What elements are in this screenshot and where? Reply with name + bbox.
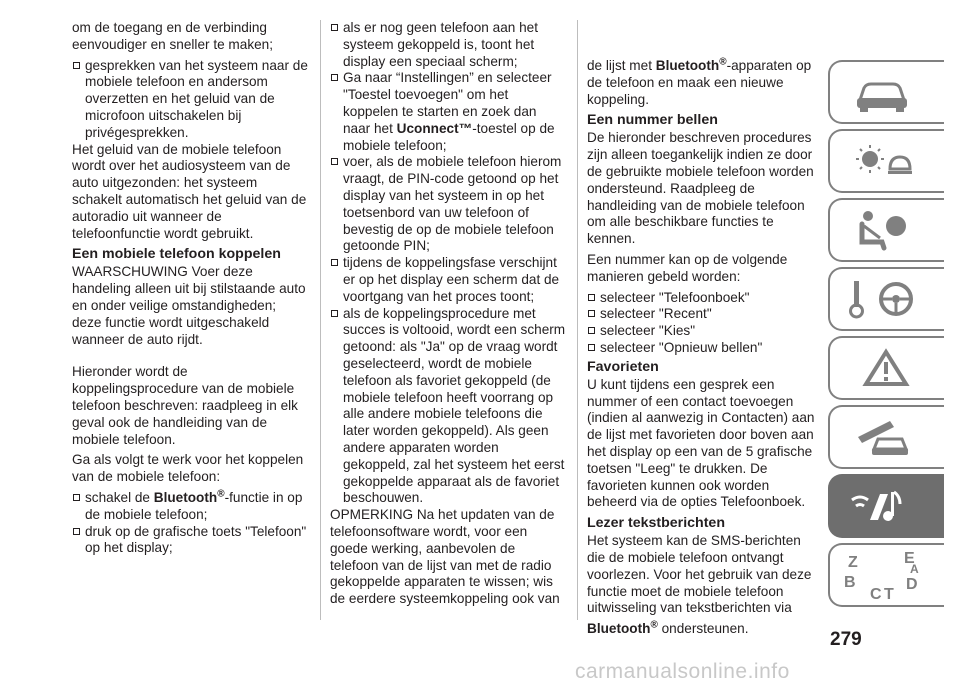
bullet-box-icon xyxy=(331,74,338,81)
text-column-2 xyxy=(330,20,567,612)
bullet-box-icon xyxy=(588,344,595,351)
bullet-text: selecteer "Telefoonboek" xyxy=(600,289,750,305)
bullet-box-icon xyxy=(588,327,595,334)
bullet-item xyxy=(330,20,567,70)
car-icon xyxy=(830,62,946,122)
section-heading: Favorieten xyxy=(587,358,659,375)
bullet-box-icon xyxy=(331,24,338,31)
section-heading: Een nummer bellen xyxy=(587,112,718,129)
bullet-item xyxy=(72,490,309,524)
footer-watermark: carmanualsonline.info xyxy=(575,660,790,683)
bullet-box-icon xyxy=(331,310,338,317)
index-letter: Z xyxy=(848,554,858,571)
paragraph: om de toegang en de verbinding eenvoudiger en sneller te maken; xyxy=(72,20,274,52)
bullet-item xyxy=(72,58,309,142)
section-heading: Een mobiele telefoon koppelen xyxy=(72,246,281,263)
paragraph: Ga als volgt te werk voor het koppelen van de mobiele telefoon: xyxy=(72,452,304,485)
tab-airbag-seat[interactable] xyxy=(828,198,944,262)
tab-key-steering[interactable] xyxy=(828,267,944,331)
warning-paragraph: WAARSCHUWING Voer deze handeling alleen uit bij stilstaande auto en onder veilige omstandigheden; deze functie wordt uitgeschakeld wanneer de auto rijdt. xyxy=(72,264,306,347)
column-divider xyxy=(320,20,321,620)
paragraph: de lijst met Bluetooth®-apparaten op de telefoon en maak een nieuwe koppeling. xyxy=(587,56,812,107)
paragraph: Het geluid van de mobiele telefoon wordt over het audiosysteem van de auto uitgezonden: het systeem schakelt automatisch het geluid van de autoradio uit wanneer de telefoonfunctie wordt gebruikt. xyxy=(72,141,307,241)
bullet-text: voer, als de mobiele telefoon hierom vraagt, de PIN-code getoond op het display van het systeem in op het toetsenbord van uw telefoon of bevestig de op de mobiele telefoon getoonde PIN; xyxy=(343,154,562,254)
index-letter: B xyxy=(844,574,856,591)
note-paragraph: OPMERKING Na het updaten van de telefoonsoftware wordt, voor een goede werking, aanbevolen de telefoon van de lijst van met de radio gekoppelde apparaten te wissen; wis de eerdere systeemkoppeling ook van xyxy=(330,507,560,607)
column-divider xyxy=(577,20,578,620)
bullet-text: tijdens de koppelingsfase verschijnt er op het display een scherm dat de voortgang van het proces toont; xyxy=(343,255,560,304)
bullet-box-icon xyxy=(73,62,80,69)
bullet-item xyxy=(587,323,819,340)
bullet-item xyxy=(587,290,819,307)
paragraph: Bluetooth® ondersteunen. xyxy=(587,619,749,637)
index-letter: A xyxy=(910,562,919,576)
index-letter: E xyxy=(904,550,915,567)
text-column-1 xyxy=(72,20,309,557)
paragraph: U kunt tijdens een gesprek een nummer of een contact toevoegen (indien al aanwezig in Contacten) aan de lijst met favorieten door boven aan het display op een van de 5 grafische toetsen "Leeg" te drukken. De favorieten kunnen ook worden beheerd via de opties Telefoonboek. xyxy=(587,376,815,510)
bullet-box-icon xyxy=(331,158,338,165)
index-letter: T xyxy=(884,586,894,603)
tab-maintenance[interactable] xyxy=(828,405,944,469)
paragraph: Een nummer kan op de volgende manieren gebeld worden: xyxy=(587,251,788,284)
bullet-text: Ga naar “Instellingen” en selecteer "Toestel toevoegen" om het koppelen te starten en zoek dan naar het Uconnect™-toestel op de mobiele telefoon; xyxy=(343,70,555,153)
bullet-text: als er nog geen telefoon aan het systeem gekoppeld is, toont het display een speciaal scherm; xyxy=(343,20,538,69)
tab-car[interactable] xyxy=(828,60,944,124)
bullet-item xyxy=(330,154,567,255)
bullet-text: selecteer "Recent" xyxy=(600,306,712,322)
bullet-item xyxy=(330,255,567,305)
bullet-text: selecteer "Kies" xyxy=(600,323,696,339)
warning-lights-icon xyxy=(830,131,946,191)
multimedia-icon xyxy=(830,476,946,536)
page-number: 279 xyxy=(830,629,862,650)
tab-warning-lights[interactable] xyxy=(828,129,944,193)
bullet-item xyxy=(587,340,819,357)
bullet-box-icon xyxy=(331,259,338,266)
text-column-3 xyxy=(587,58,819,642)
bullet-text: druk op de grafische toets "Telefoon" op het display; xyxy=(85,523,307,556)
bullet-text: gesprekken van het systeem naar de mobiele telefoon en andersom overzetten en het geluid van de microfoon uitschakelen bij privégesprekken. xyxy=(85,57,308,140)
key-steering-icon xyxy=(830,269,946,329)
bullet-box-icon xyxy=(73,528,80,535)
index-letter: D xyxy=(906,576,918,593)
paragraph: De hieronder beschreven procedures zijn alleen toegankelijk indien ze door de gebruikte mobiele telefoon worden ondersteund. Raadpleeg de handleiding van de mobiele telefoon om alle beschikbare functies te kennen. xyxy=(587,130,814,247)
tab-multimedia[interactable] xyxy=(828,474,944,538)
index-letters-icon xyxy=(830,545,946,605)
bullet-box-icon xyxy=(73,494,80,501)
bullet-item xyxy=(330,306,567,508)
paragraph: Hieronder wordt de koppelingsprocedure van de mobiele telefoon beschreven: raadpleeg in elk geval ook de handleiding van de mobiele telefoon. xyxy=(72,364,298,447)
wrench-car-icon xyxy=(830,407,946,467)
tab-hazard[interactable] xyxy=(828,336,944,400)
section-heading: Lezer tekstberichten xyxy=(587,515,725,532)
bullet-text: schakel de Bluetooth®-functie in op de mobiele telefoon; xyxy=(85,488,303,522)
paragraph: Het systeem kan de SMS-berichten die de mobiele telefoon ontvangt voorlezen. Voor het gebruik van deze functie moet de mobiele telefoon uitwisseling van tekstberichten via xyxy=(587,533,812,616)
bullet-text: als de koppelingsprocedure met succes is voltooid, wordt een scherm getoond: als "Ja" op de vraag wordt geselecteerd, wordt de mobiele telefoon als favoriet gekoppeld (de mobiele telefoon heeft voorrang op alle andere mobiele telefoons die later worden gekoppeld). Als geen andere apparaten worden gekoppeld, zal het systeem het eerst gekoppelde apparaat als de favoriet beschouwen. xyxy=(343,305,566,506)
airbag-seat-icon xyxy=(830,200,946,260)
bullet-item xyxy=(587,306,819,323)
bullet-box-icon xyxy=(588,294,595,301)
tab-index[interactable] xyxy=(828,543,944,607)
bullet-item xyxy=(330,70,567,154)
chapter-index-sidebar xyxy=(828,60,944,612)
bullet-item xyxy=(72,524,309,558)
hazard-triangle-icon xyxy=(830,338,946,398)
bullet-box-icon xyxy=(588,310,595,317)
bullet-text: selecteer "Opnieuw bellen" xyxy=(600,339,763,355)
index-letter: C xyxy=(870,586,882,603)
